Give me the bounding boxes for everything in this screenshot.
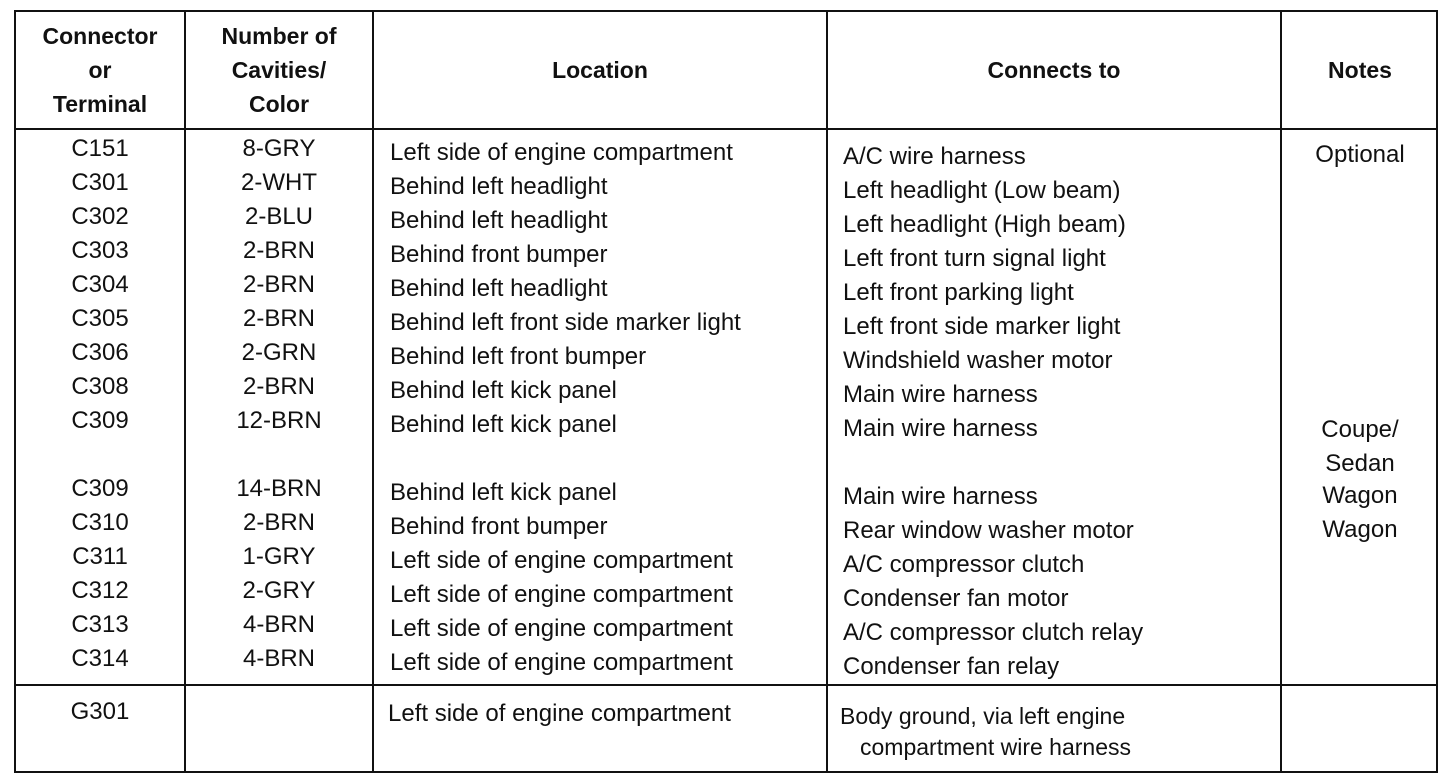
cell-location: Behind left kick panel [390,377,617,404]
ground-connects-to-line2: compartment wire harness [860,734,1131,760]
cell-connector: C306 [71,339,129,366]
cell-connector: C314 [71,645,129,672]
cell-connector: C311 [72,543,128,570]
cell-connector: C312 [71,577,129,604]
cell-connects-to: Main wire harness [843,483,1038,510]
header-connector-line: Terminal [52,91,148,117]
cell-connector: C308 [71,373,129,400]
cell-cavities: 4-BRN [242,611,315,638]
cell-connects-to: Left front turn signal light [843,245,1106,272]
cell-connects-to: Main wire harness [843,381,1038,408]
note-wagon: Wagon [1322,482,1398,509]
cell-location: Behind left headlight [390,173,608,200]
cell-location: Behind left kick panel [390,411,617,438]
cell-location: Left side of engine compartment [390,649,733,676]
cell-connects-to: A/C wire harness [843,143,1026,170]
cell-connector: C301 [71,169,129,196]
cell-location: Behind left headlight [390,275,608,302]
cell-connector: C304 [71,271,129,298]
cell-location: Behind left front side marker light [390,309,741,336]
header-cavities-line: Number of [221,23,337,49]
cell-cavities: 2-BRN [242,373,315,400]
cell-connector: C151 [71,135,129,162]
cell-connector: C303 [71,237,129,264]
cell-location: Behind front bumper [390,241,608,268]
ground-row-divider [16,684,1436,686]
note-coupe-sedan-line2: Sedan [1325,450,1395,477]
cell-location: Behind left kick panel [390,479,617,506]
header-cavities-line: Cavities/ [231,57,327,83]
cell-connects-to: Main wire harness [843,415,1038,442]
ground-connector: G301 [70,698,130,725]
cell-connector: C305 [71,305,129,332]
cell-connects-to: A/C compressor clutch [843,551,1085,578]
cell-cavities: 2-BRN [242,305,315,332]
cell-cavities: 2-BRN [242,237,315,264]
cell-cavities: 2-WHT [241,169,317,196]
cell-connector: C310 [71,509,129,536]
cell-cavities: 2-GRN [241,339,317,366]
cell-location: Left side of engine compartment [390,581,733,608]
cell-cavities: 2-BRN [242,509,315,536]
cell-cavities: 2-GRY [242,577,316,604]
cell-cavities: 2-BLU [244,203,314,230]
ground-location: Left side of engine compartment [388,700,731,727]
cell-location: Left side of engine compartment [390,139,733,166]
note-optional: Optional [1315,141,1405,168]
header-divider [16,128,1436,130]
cell-cavities: 1-GRY [242,543,316,570]
header-cavities-line: Color [248,91,310,117]
header-connector-line: or [88,57,112,83]
header-connects-to: Connects to [987,57,1121,83]
header-notes: Notes [1328,57,1392,83]
cell-location: Behind left headlight [390,207,608,234]
cell-cavities: 14-BRN [236,475,322,502]
cell-connector: C302 [71,203,129,230]
header-connector-line: Connector [42,23,158,49]
note-coupe-sedan-line1: Coupe/ [1321,416,1399,443]
cell-location: Behind front bumper [390,513,608,540]
cell-connects-to: Left front side marker light [843,313,1121,340]
cell-connects-to: Left front parking light [843,279,1074,306]
cell-connects-to: Windshield washer motor [843,347,1113,374]
cell-connector: C313 [71,611,129,638]
cell-connects-to: Left headlight (Low beam) [843,177,1121,204]
cell-cavities: 12-BRN [236,407,322,434]
cell-cavities: 8-GRY [242,135,316,162]
cell-location: Behind left front bumper [390,343,647,370]
cell-connects-to: Rear window washer motor [843,517,1134,544]
cell-connector: C309 [71,407,129,434]
cell-location: Left side of engine compartment [390,615,733,642]
note-wagon: Wagon [1322,516,1398,543]
header-cavities [186,12,372,128]
cell-connects-to: Left headlight (High beam) [843,211,1126,238]
connector-table [14,10,1438,773]
cell-connector: C309 [71,475,129,502]
cell-cavities: 2-BRN [242,271,315,298]
cell-connects-to: A/C compressor clutch relay [843,619,1144,646]
cell-cavities: 4-BRN [242,645,315,672]
cell-connects-to: Condenser fan relay [843,653,1060,680]
ground-connects-to-line1: Body ground, via left engine [840,703,1126,729]
header-location: Location [552,57,648,83]
header-connector [16,12,184,128]
cell-location: Left side of engine compartment [390,547,733,574]
cell-connects-to: Condenser fan motor [843,585,1069,612]
